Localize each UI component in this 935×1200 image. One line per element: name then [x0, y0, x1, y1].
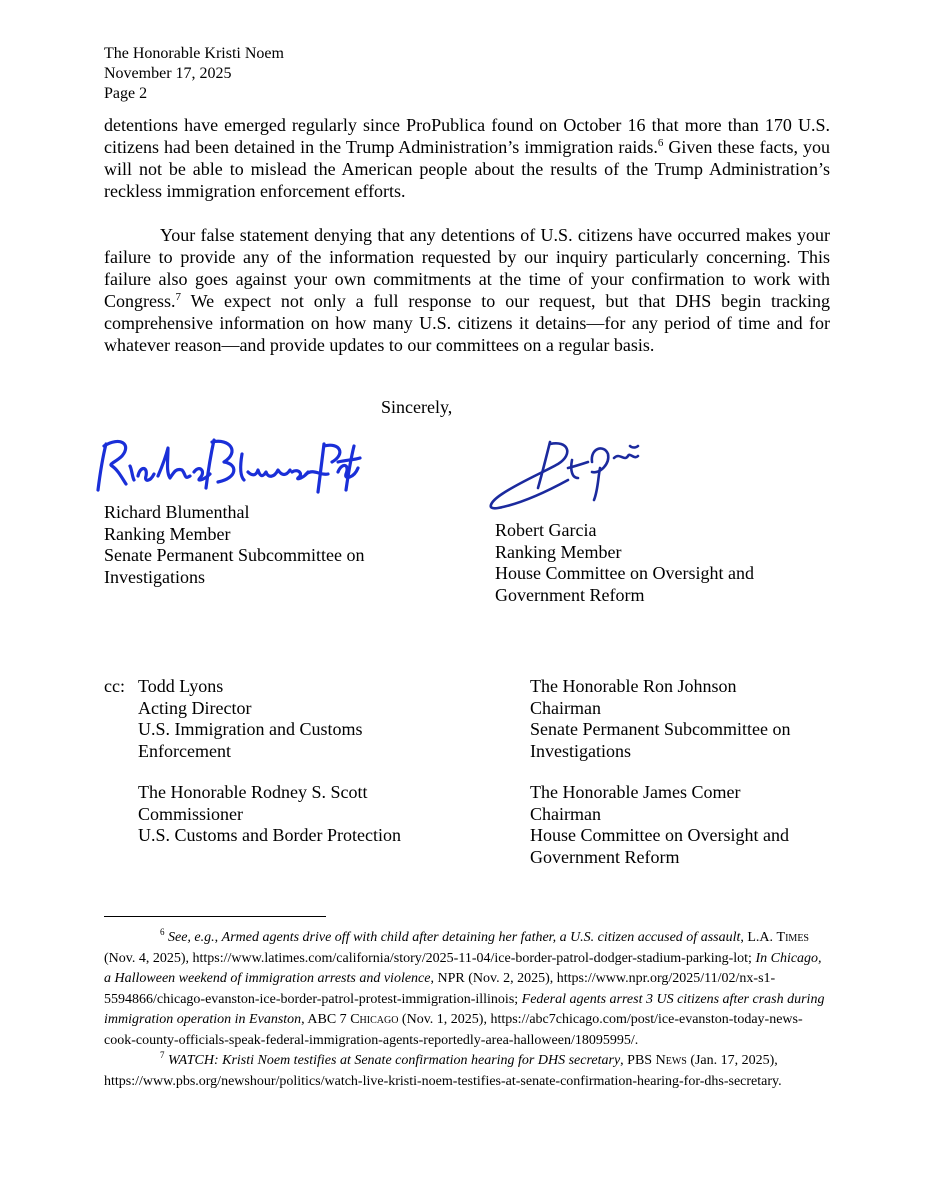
signature-blumenthal [92, 432, 362, 502]
footnote-text: , L.A. [740, 930, 777, 945]
footnote-source: Times [776, 930, 809, 945]
signer-committee-line-2: Government Reform [495, 584, 645, 605]
signer-name: Richard Blumenthal [104, 502, 250, 522]
signer-title: Ranking Member [495, 541, 622, 562]
footnote-text: (Nov. 4, 2025), https://www.latimes.com/california/story/2025-11-04/ice-border-patrol-dodger-stadium-parking-lot; [104, 950, 756, 966]
footnote-divider [104, 916, 326, 917]
paragraph-1-tail: Given these facts, you will not be able to mislead the American people about the results of the Trump Administration’s reckless immigration enforcement efforts. [104, 137, 831, 201]
footnote-text: (Jan. 17, 2025), https://www.pbs.org/newshour/politics/watch-live-kristi-noem-testifies-at-senate-confirmation-hearing-for-dhs-secretary. [104, 1053, 782, 1089]
footnote-7 [104, 1051, 828, 1092]
footnote-text: , [214, 930, 222, 945]
body-paragraph-1 [104, 114, 830, 202]
cc-recipient-scott [138, 782, 401, 847]
cc-recipient-lyons [138, 676, 363, 762]
signer-garcia [495, 520, 754, 606]
header-addressee: The Honorable Kristi Noem [104, 45, 284, 62]
cc-line: Chairman [530, 697, 601, 718]
footnote-source: News [655, 1053, 687, 1068]
footnote-citation-title: Armed agents drive off with child after detaining her father, a U.S. citizen accused of assault [221, 930, 741, 945]
cc-line: Chairman [530, 803, 601, 824]
body-paragraph-2 [104, 224, 830, 356]
footnote-number: 7 [160, 1050, 165, 1060]
footnote-ref-7: 7 [175, 291, 181, 303]
signer-committee-line-1: Senate Permanent Subcommittee on [104, 545, 365, 565]
footnotes [104, 928, 828, 1092]
signer-blumenthal [104, 502, 364, 588]
letter-header [104, 44, 284, 104]
footnote-text: , PBS [620, 1053, 656, 1068]
cc-line: The Honorable Ron Johnson [530, 676, 737, 696]
cc-line: U.S. Customs and Border Protection [138, 825, 401, 845]
footnote-ref-6: 6 [657, 137, 664, 149]
cc-label: cc: [104, 676, 125, 696]
footnote-source: Chicago [350, 1012, 399, 1027]
cc-recipient-comer [530, 782, 789, 868]
cc-line: The Honorable Rodney S. Scott [138, 782, 368, 802]
cc-line: U.S. Immigration and Customs [138, 719, 363, 739]
footnote-text: , NPR (Nov. 2, 2025), https://www.npr.org/2025/11/02/nx-s1-5594866/chicago-evanston-ice-border-patrol-protest-immigration-illinois; [104, 971, 776, 1007]
footnote-6 [104, 928, 828, 1051]
cc-line: Enforcement [138, 740, 231, 761]
footnote-citation-title: Federal agents arrest 3 US citizens after crash during immigration operation in Evanston [104, 991, 825, 1027]
cc-line: Investigations [530, 740, 631, 761]
signer-committee-line-1: House Committee on Oversight and [495, 563, 754, 583]
signer-name: Robert Garcia [495, 520, 597, 540]
signature-garcia [480, 438, 650, 518]
cc-line: Todd Lyons [138, 676, 224, 696]
closing-salutation: Sincerely, [381, 397, 453, 417]
cc-recipient-johnson [530, 676, 790, 762]
signer-title: Ranking Member [104, 523, 231, 544]
footnote-number: 6 [160, 927, 165, 937]
footnote-text: , ABC 7 [301, 1012, 351, 1027]
cc-line: Government Reform [530, 846, 680, 867]
footnote-text: (Nov. 1, 2025), https://abc7chicago.com/post/ice-evanston-today-news-cook-county-officials-speak-federal-immigration-agents-reportedly-area-halloween/18095995/. [104, 1012, 803, 1048]
header-date: November 17, 2025 [104, 65, 232, 82]
cc-line: The Honorable James Comer [530, 782, 741, 802]
footnote-signal: See, e.g. [168, 930, 215, 945]
cc-line: Acting Director [138, 697, 252, 718]
paragraph-1-text: detentions have emerged regularly since ProPublica found on October 16 that more than 170 U.S. citizens had been detained in the Trump Administration’s immigration raids. [104, 115, 830, 157]
header-page-number: Page 2 [104, 85, 148, 102]
footnote-citation-title: In Chicago, a Halloween weekend of immigration arrests and violence [104, 950, 822, 986]
footnote-citation-title: WATCH: Kristi Noem testifies at Senate confirmation hearing for DHS secretary [168, 1053, 621, 1068]
cc-line: Senate Permanent Subcommittee on [530, 719, 791, 739]
signer-committee-line-2: Investigations [104, 566, 205, 587]
cc-line: House Committee on Oversight and [530, 825, 789, 845]
paragraph-2-text: Your false statement denying that any detentions of U.S. citizens have occurred makes your failure to provide any of the information requested by our inquiry particularly concerning. This failure also goes against your own commitments at the time of your confirmation to work with Congress. [104, 225, 830, 311]
cc-line: Commissioner [138, 803, 244, 824]
paragraph-2-tail: We expect not only a full response to our request, but that DHS begin tracking comprehensive information on how many U.S. citizens it detains—for any period of time and for whatever reason—and provide updates to our committees on a regular basis. [104, 291, 830, 355]
